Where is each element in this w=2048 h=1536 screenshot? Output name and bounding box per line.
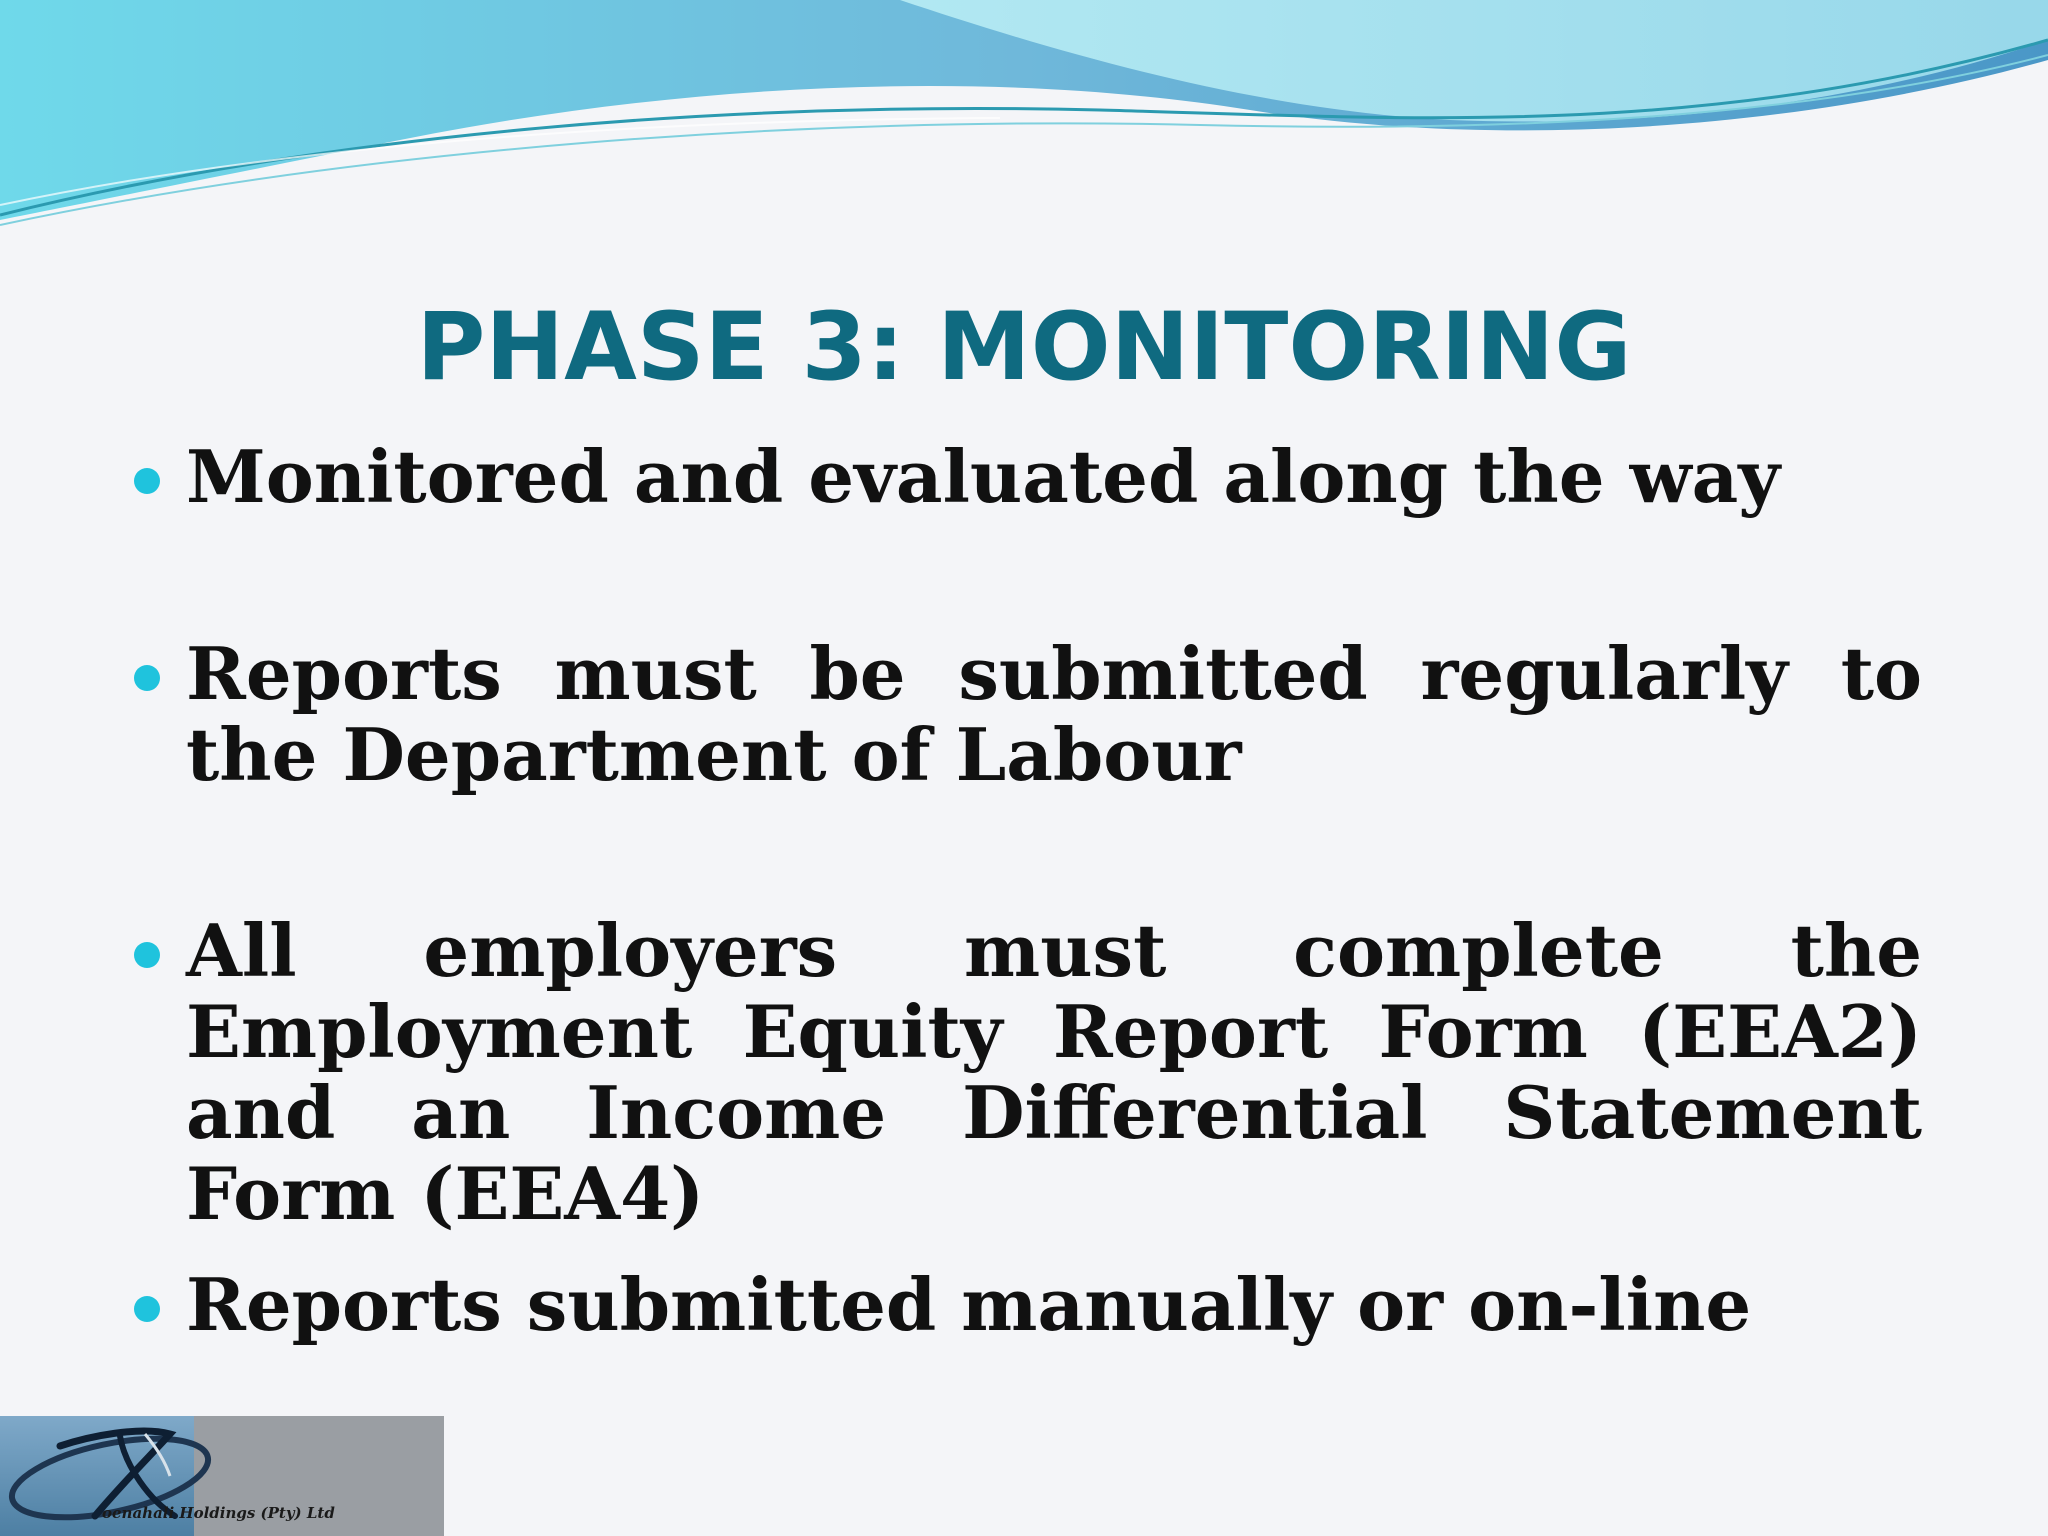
bullet-dot-icon	[134, 942, 160, 968]
bullet-text: Monitored and evaluated along the way	[186, 434, 1781, 519]
slide-title: PHASE 3: MONITORING	[416, 293, 1632, 402]
bullet-dot-icon	[134, 468, 160, 494]
bullet-text: Reports submitted manually or on-line	[186, 1262, 1752, 1347]
bullet-text: Reports must be submitted regularly to the Department of Labour	[186, 631, 1922, 797]
bullet-text: All employers must complete the Employment Equity Report Form (EEA2) and an Income Differential Statement Form (EEA4)	[186, 908, 1922, 1236]
header-wave-decoration	[0, 0, 2048, 240]
logo-company-name: oenahali Holdings (Pty) Ltd	[102, 1504, 335, 1522]
bullet-dot-icon	[134, 1296, 160, 1322]
bullet-dot-icon	[134, 665, 160, 691]
company-logo	[0, 1416, 444, 1536]
